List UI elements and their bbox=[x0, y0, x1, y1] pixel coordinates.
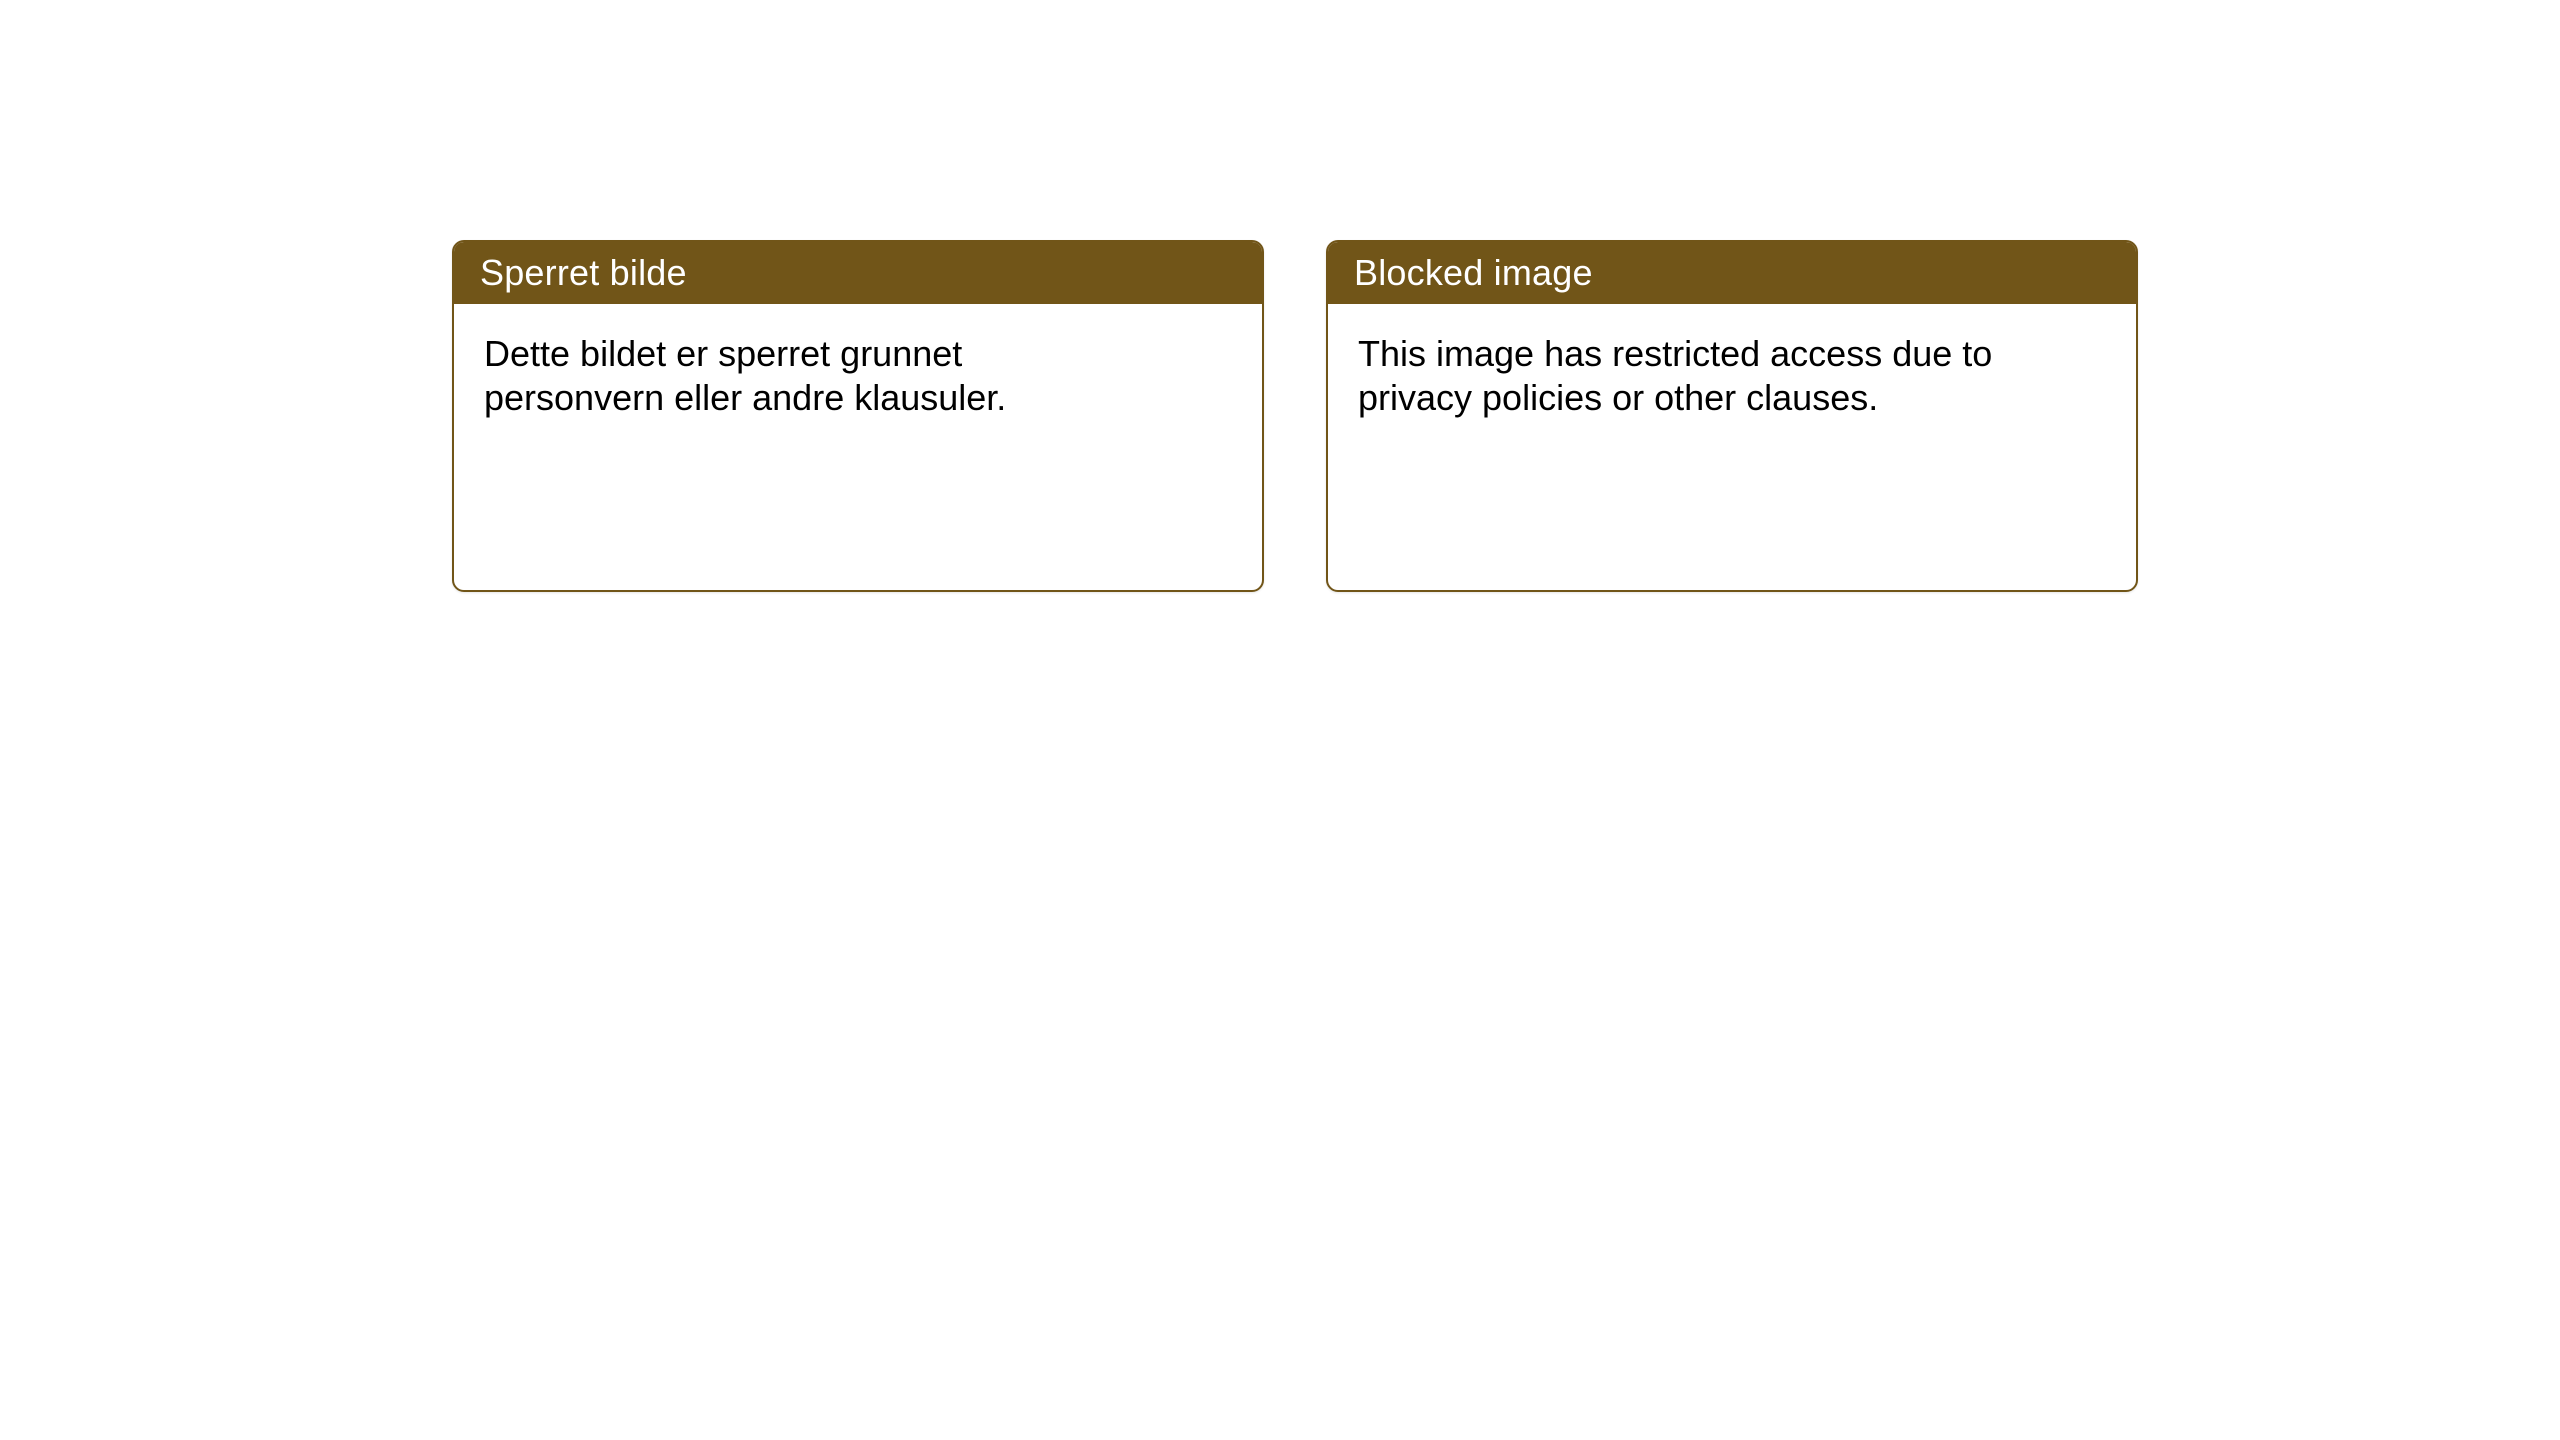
blocked-image-notice-en bbox=[1326, 240, 2138, 592]
notice-title-no: Sperret bilde bbox=[480, 252, 687, 293]
notice-message-en: This image has restricted access due to privacy policies or other clauses. bbox=[1358, 333, 1993, 418]
blocked-image-notice-no bbox=[452, 240, 1264, 592]
notice-body-en bbox=[1328, 304, 2136, 420]
notice-header-no bbox=[454, 242, 1262, 304]
notice-header-en bbox=[1328, 242, 2136, 304]
notice-message-no: Dette bildet er sperret grunnet personvern eller andre klausuler. bbox=[484, 333, 1007, 418]
notice-title-en: Blocked image bbox=[1354, 252, 1593, 293]
notice-card-group bbox=[452, 240, 2138, 592]
notice-body-no bbox=[454, 304, 1262, 420]
